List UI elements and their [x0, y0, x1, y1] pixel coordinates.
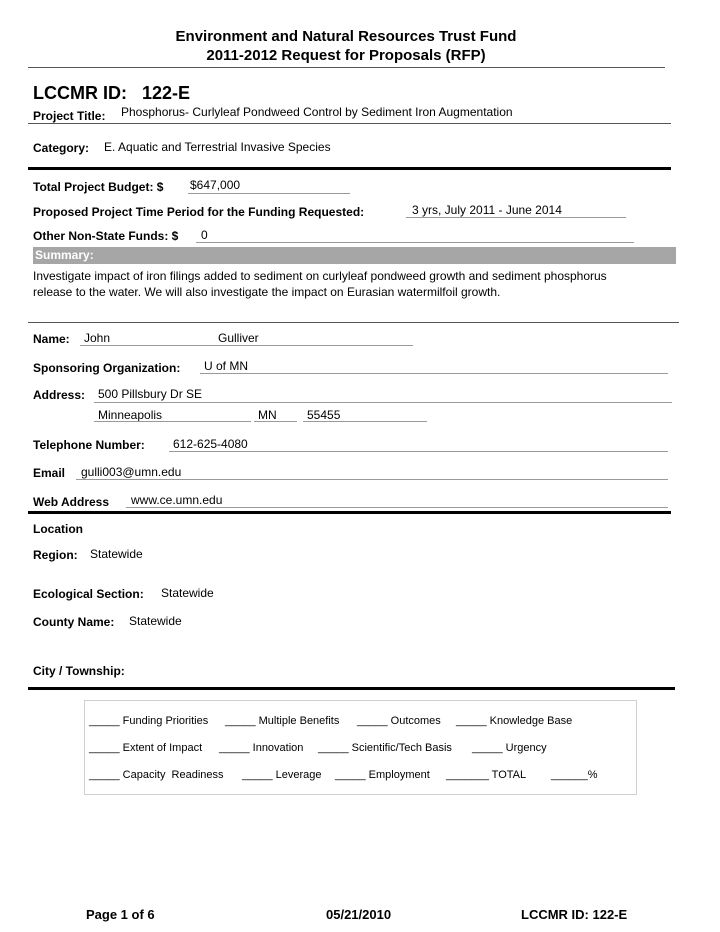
total-budget-label: Total Project Budget: $: [33, 180, 164, 194]
criteria-leverage: _____ Leverage: [242, 769, 322, 781]
criteria-outcomes: _____ Outcomes: [357, 715, 441, 727]
header-title-line2: 2011-2012 Request for Proposals (RFP): [206, 47, 486, 64]
summary-text-line2: release to the water. We will also investigate the impact on Eurasian watermilfoil growth.: [33, 285, 501, 299]
street-underline: [94, 402, 672, 403]
criteria-capacity-readiness: _____ Capacity Readiness: [89, 769, 224, 781]
project-title-value: Phosphorus- Curlyleaf Pondweed Control by Sediment Iron Augmentation: [121, 105, 513, 119]
web-address-value: www.ce.umn.edu: [131, 493, 223, 507]
state-value: MN: [258, 408, 277, 422]
location-heading: Location: [33, 522, 83, 536]
telephone-label: Telephone Number:: [33, 438, 145, 452]
region-label: Region:: [33, 548, 78, 562]
criteria-multiple-benefits: _____ Multiple Benefits: [225, 715, 340, 727]
email-label: Email: [33, 466, 66, 480]
email-underline: [76, 479, 668, 480]
telephone-value: 612-625-4080: [173, 437, 248, 451]
city-township-label: City / Township:: [33, 664, 125, 678]
street-value: 500 Pillsbury Dr SE: [98, 387, 203, 401]
total-budget-underline: [188, 193, 350, 194]
time-period-value: 3 yrs, July 2011 - June 2014: [412, 203, 562, 217]
footer-date: 05/21/2010: [326, 907, 392, 922]
city-value: Minneapolis: [98, 408, 163, 422]
non-state-funds-underline: [196, 242, 634, 243]
name-underline: [80, 345, 413, 346]
lccmr-id-heading: LCCMR ID: 122-E: [33, 83, 191, 103]
summary-text-line1: Investigate impact of iron filings added to sediment on curlyleaf pondweed growth and sediment phosphorus: [33, 269, 607, 283]
header-title-line1: Environment and Natural Resources Trust Fund: [175, 28, 517, 45]
footer-page-number: Page 1 of 6: [86, 907, 155, 922]
sponsoring-org-value: U of MN: [204, 359, 249, 373]
county-name-value: Statewide: [129, 614, 182, 628]
zip-value: 55455: [307, 408, 341, 422]
section-divider: [28, 511, 671, 514]
criteria-funding-priorities: _____ Funding Priorities: [89, 715, 209, 727]
divider: [28, 123, 671, 124]
county-name-label: County Name:: [33, 615, 115, 629]
time-period-underline: [406, 217, 626, 218]
criteria-scientific-tech-basis: _____ Scientific/Tech Basis: [318, 742, 452, 754]
ecological-section-label: Ecological Section:: [33, 587, 144, 601]
sponsoring-org-underline: [200, 373, 668, 374]
criteria-total: _______ TOTAL: [446, 769, 527, 781]
first-name-value: John: [84, 331, 111, 345]
category-label: Category:: [33, 141, 90, 155]
criteria-percent: ______%: [551, 769, 598, 781]
city-underline: [94, 421, 251, 422]
state-underline: [254, 421, 297, 422]
criteria-knowledge-base: _____ Knowledge Base: [456, 715, 573, 727]
section-divider: [28, 167, 671, 170]
zip-underline: [303, 421, 427, 422]
criteria-urgency: _____ Urgency: [472, 742, 547, 754]
category-value: E. Aquatic and Terrestrial Invasive Species: [104, 140, 331, 154]
criteria-innovation: _____ Innovation: [219, 742, 304, 754]
total-budget-value: $647,000: [190, 178, 241, 192]
address-label: Address:: [33, 388, 86, 402]
criteria-extent-of-impact: _____ Extent of Impact: [89, 742, 203, 754]
email-value: gulli003@umn.edu: [81, 465, 182, 479]
footer-lccmr-id: LCCMR ID: 122-E: [521, 907, 628, 922]
criteria-employment: _____ Employment: [335, 769, 430, 781]
last-name-value: Gulliver: [218, 331, 259, 345]
non-state-funds-value: 0: [201, 228, 208, 242]
ecological-section-value: Statewide: [161, 586, 214, 600]
time-period-label: Proposed Project Time Period for the Funding Requested:: [33, 205, 365, 219]
summary-header: Summary:: [33, 247, 676, 264]
section-divider: [28, 687, 675, 690]
sponsoring-org-label: Sponsoring Organization:: [33, 361, 181, 375]
project-title-label: Project Title:: [33, 109, 106, 123]
divider: [28, 322, 679, 323]
web-address-underline: [126, 507, 668, 508]
name-label: Name:: [33, 332, 70, 346]
non-state-funds-label: Other Non-State Funds: $: [33, 229, 179, 243]
region-value: Statewide: [90, 547, 143, 561]
header-divider: [28, 67, 665, 68]
web-address-label: Web Address: [33, 495, 110, 509]
telephone-underline: [169, 451, 668, 452]
